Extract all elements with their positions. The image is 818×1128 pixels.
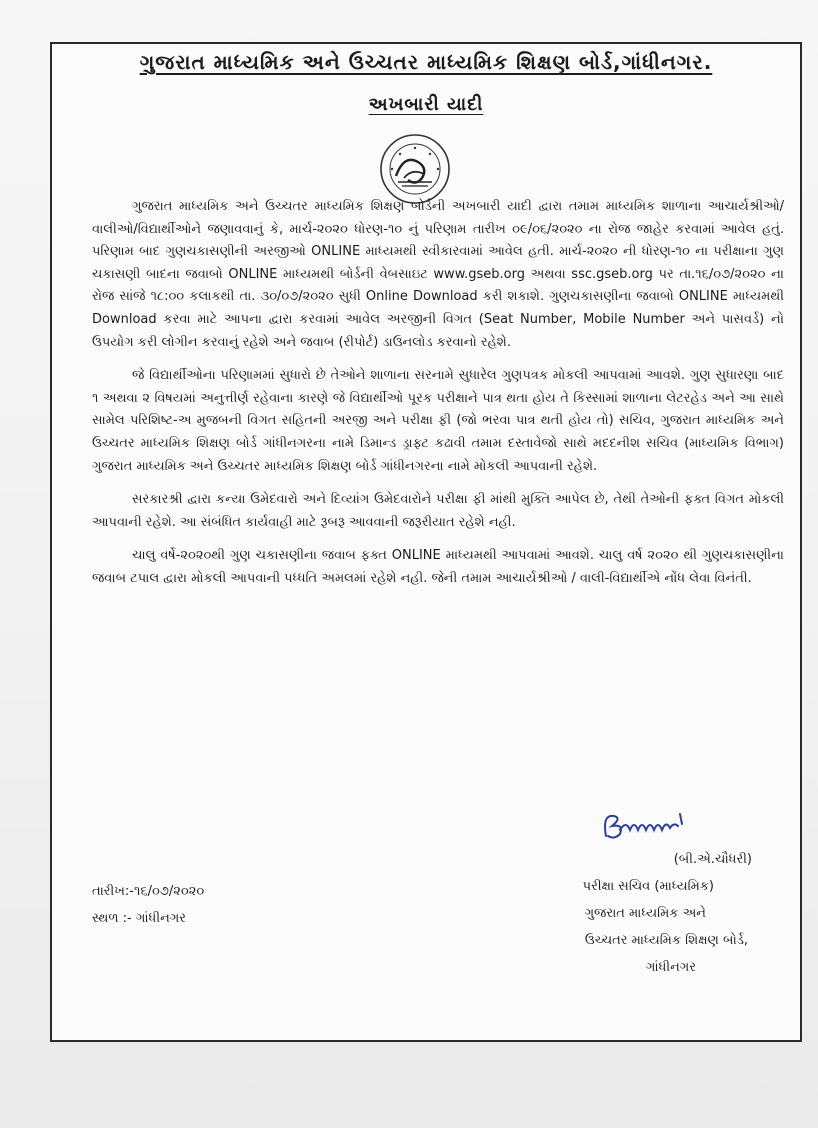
issue-date: તારીખ:-૧૬/૦૭/૨૦૨૦	[92, 884, 205, 899]
signatory-name: (બી.એ.ચૌધરી)	[673, 852, 752, 867]
signatory-designation: પરીક્ષા સચિવ (માધ્યમિક)	[582, 879, 714, 894]
paragraph-4: ચાલુ વર્ષે-૨૦૨૦થી ગુણ ચકાસણીના જવાબ ફક્ત ONLINE માધ્યમથી આપવામાં આવશે. ચાલુ વર્ષ ૨૦૨૦ થી ગુણચકાસણીના જવાબ ટપાલ દ્વારા મોકલી આપવાની પધ્ધતિ અમલમાં રહેશે નહી. જેની તમામ આચાર્યશ્રીઓ / વાલી-વિદ્યાર્થીએ નોંધ લેવા વિનંતી.	[92, 548, 784, 586]
signatory-org-line2: ઉચ્ચતર માધ્યમિક શિક્ષણ બોર્ડ,	[584, 933, 748, 948]
board-title: ગુજરાત માધ્યમિક અને ઉચ્ચતર માધ્યમિક શિક્ષણ બોર્ડ,ગાંધીનગર.	[139, 50, 713, 74]
board-emblem-icon	[378, 132, 452, 206]
signatory-block	[538, 846, 778, 981]
paragraph-2: જે વિદ્યાર્થીઓના પરિણામમાં સુધારો છે તેઓને શાળાના સરનામે સુધારેલ ગુણપત્રક મોકલી આપવામાં આવશે. ગુણ સુધારણા બાદ ૧ અથવા ૨ વિષયમાં અનુત્તીર્ણ રહેવાના કારણે જે વિદ્યાર્થીઓ પૂરક પરીક્ષાને પાત્ર થતા હોય તે કિસ્સામાં શાળાના લેટરહેડ અને આ સાથે સામેલ પરિશિષ્ટ-અ મુજબની વિગત સહિતની અરજી અને પરીક્ષા ફી (જો ભરવા પાત્ર થતી હોય તો) સચિવ, ગુજરાત માધ્યમિક અને ઉચ્ચતર માધ્યમિક શિક્ષણ બોર્ડ ગાંધીનગરના નામે ડિમાન્ડ ડ્રાફ્ટ કઢાવી તમામ દસ્તાવેજો સાથે મદદનીશ સચિવ (માધ્યમિક વિભાગ) ગુજરાત માધ્યમિક અને ઉચ્ચતર માધ્યમિક શિક્ષણ બોર્ડ ગાંધીનગરના નામે મોકલી આપવાની રહેશે.	[92, 368, 784, 474]
paragraph-3: સરકારશ્રી દ્વારા કન્યા ઉમેદવારો અને દિવ્યાંગ ઉમેદવારોને પરીક્ષા ફી માંથી મુક્તિ આપેલ છે, તેથી તેઓની ફક્ત વિગત મોકલી આપવાની રહેશે. આ સંબંધિત કાર્યવાહી માટે રૂબરૂ આવવાની જરૂરીયાત રહેશે નહી.	[92, 492, 784, 530]
signatory-city: ગાંધીનગર	[645, 960, 696, 975]
signature-icon	[600, 806, 690, 846]
document-border	[50, 42, 802, 1042]
issue-place: સ્થળ :- ગાંધીનગર	[92, 911, 186, 926]
paragraph-1: ગુજરાત માધ્યમિક અને ઉચ્ચતર માધ્યમિક શિક્ષણ બોર્ડની અખબારી યાદી દ્વારા તમામ માધ્યમિક શાળાના આચાર્યશ્રીઓ/વાલીઓ/વિદ્યાર્થીઓને જણાવવાનું કે, માર્ચ-૨૦૨૦ ધોરણ-૧૦ નું પરિણામ તારીખ ૦૯/૦૬/૨૦૨૦ ના રોજ જાહેર કરવામાં આવેલ હતું. પરિણામ બાદ ગુણચકાસણીની અરજીઓ ONLINE માધ્યમથી સ્વીકારવામાં આવેલ હતી. માર્ચ-૨૦૨૦ ની ધોરણ-૧૦ ના પરીક્ષાના ગુણ ચકાસણી બાદના જવાબો ONLINE માધ્યમથી બોર્ડની વેબસાઇટ www.gseb.org અથવા ssc.gseb.org પર તા.૧૬/૦૭/૨૦૨૦ ના રોજ સાંજે ૧૮:૦૦ કલાકથી તા. ૩૦/૦૭/૨૦૨૦ સુધી Online Download કરી શકાશે. ગુણચકાસણીના જવાબો ONLINE માધ્યમથી Download કરવા માટે આપના દ્વારા કરવામાં આવેલ અરજીની વિગત (Seat Number, Mobile Number અને પાસવર્ડ) નો ઉપયોગ કરી લોગીન કરવાનું રહેશે અને જવાબ (રીપોર્ટ) ડાઉનલોડ કરવાનો રહેશે.	[92, 199, 784, 350]
date-place-block	[92, 878, 204, 932]
body-text	[92, 196, 784, 602]
press-release-heading: અખબારી યાદી	[368, 94, 484, 115]
signatory-org-line1: ગુજરાત માધ્યમિક અને	[584, 906, 706, 921]
